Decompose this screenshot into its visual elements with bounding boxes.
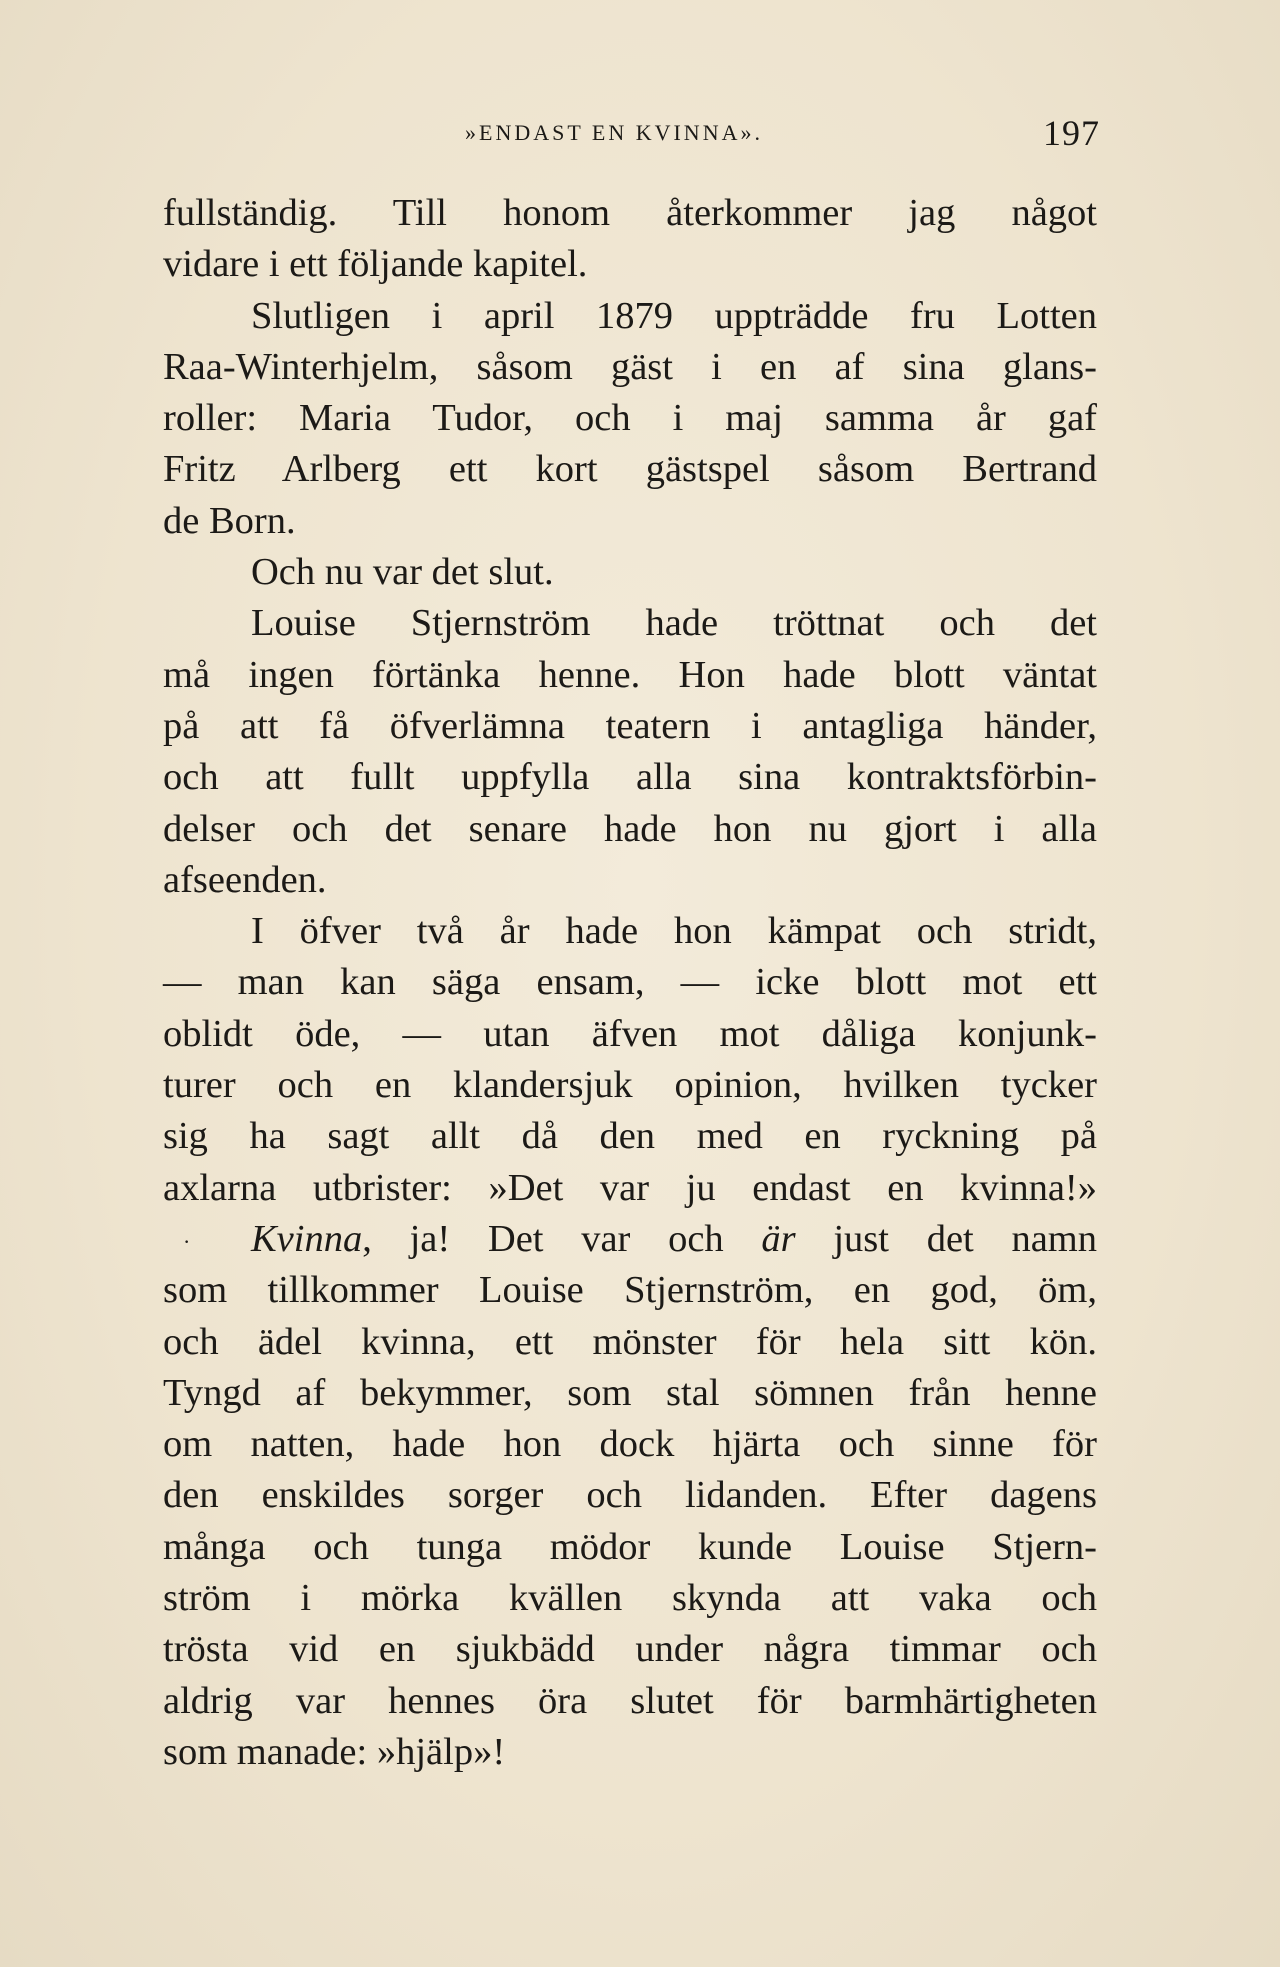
- text-line: oblidt öde, — utan äfven mot dåliga konjunk-: [163, 1012, 1097, 1055]
- text-line: om natten, hade hon dock hjärta och sinne för: [163, 1423, 1097, 1466]
- text-line: afseenden.: [163, 858, 327, 901]
- text-line: må ingen förtänka henne. Hon hade blott väntat: [163, 653, 1097, 696]
- text-line: de Born.: [163, 499, 296, 542]
- text-line: I öfver två år hade hon kämpat och stridt,: [251, 910, 1097, 953]
- italic-word: Kvinna: [251, 1217, 363, 1260]
- text-line: fullständig. Till honom återkommer jag något: [163, 192, 1097, 234]
- page-number: 197: [1043, 113, 1100, 153]
- text-line: Och nu var det slut.: [251, 551, 554, 594]
- text-line: — man kan säga ensam, — icke blott mot ett: [163, 961, 1097, 1004]
- running-title: »ENDAST EN KVINNA».: [465, 120, 763, 145]
- text-fragment: just det namn: [795, 1217, 1097, 1260]
- text-line: axlarna utbrister: »Det var ju endast en kvinna!»: [163, 1166, 1097, 1209]
- text-line: turer och en klandersjuk opinion, hvilken tycker: [163, 1064, 1097, 1107]
- text-line: Tyngd af bekymmer, som stal sömnen från henne: [163, 1371, 1097, 1414]
- text-line: trösta vid en sjukbädd under några timmar och: [163, 1628, 1097, 1671]
- text-line: och ädel kvinna, ett mönster för hela sitt kön.: [163, 1320, 1097, 1363]
- text-line: sig ha sagt allt då den med en ryckning på: [163, 1115, 1097, 1158]
- text-line: många och tunga mödor kunde Louise Stjern-: [163, 1525, 1097, 1568]
- italic-word: är: [761, 1217, 796, 1260]
- text-line: Slutligen i april 1879 uppträdde fru Lotten: [251, 294, 1097, 337]
- text-line: den enskildes sorger och lidanden. Efter dagens: [163, 1474, 1097, 1517]
- text-line: som manade: »hjälp»!: [163, 1730, 506, 1773]
- page-header: [160, 112, 1100, 162]
- text-line: delser och det senare hade hon nu gjort i alla: [163, 807, 1097, 850]
- text-line: ström i mörka kvällen skynda att vaka och: [163, 1577, 1097, 1620]
- body-text: [163, 188, 1097, 1778]
- text-line: Louise Stjernström hade tröttnat och det: [251, 602, 1097, 645]
- text-line: aldrig var hennes öra slutet för barmhärtigheten: [163, 1679, 1097, 1722]
- stray-dot-mark: ·: [183, 1229, 191, 1255]
- text-line: Fritz Arlberg ett kort gästspel såsom Bertrand: [163, 448, 1097, 491]
- text-line: och att fullt uppfylla alla sina kontraktsförbin-: [163, 756, 1097, 799]
- text-fragment: , ja! Det var och: [362, 1217, 762, 1260]
- text-line: roller: Maria Tudor, och i maj samma år gaf: [163, 397, 1097, 440]
- text-line: Raa-Winterhjelm, såsom gäst i en af sina glans-: [163, 345, 1097, 388]
- text-line-italic-mixed: [163, 1214, 1097, 1265]
- text-line: som tillkommer Louise Stjernström, en god, öm,: [163, 1269, 1097, 1312]
- text-line: på att få öfverlämna teatern i antagliga händer,: [163, 704, 1097, 747]
- text-line: vidare i ett följande kapitel.: [163, 243, 588, 286]
